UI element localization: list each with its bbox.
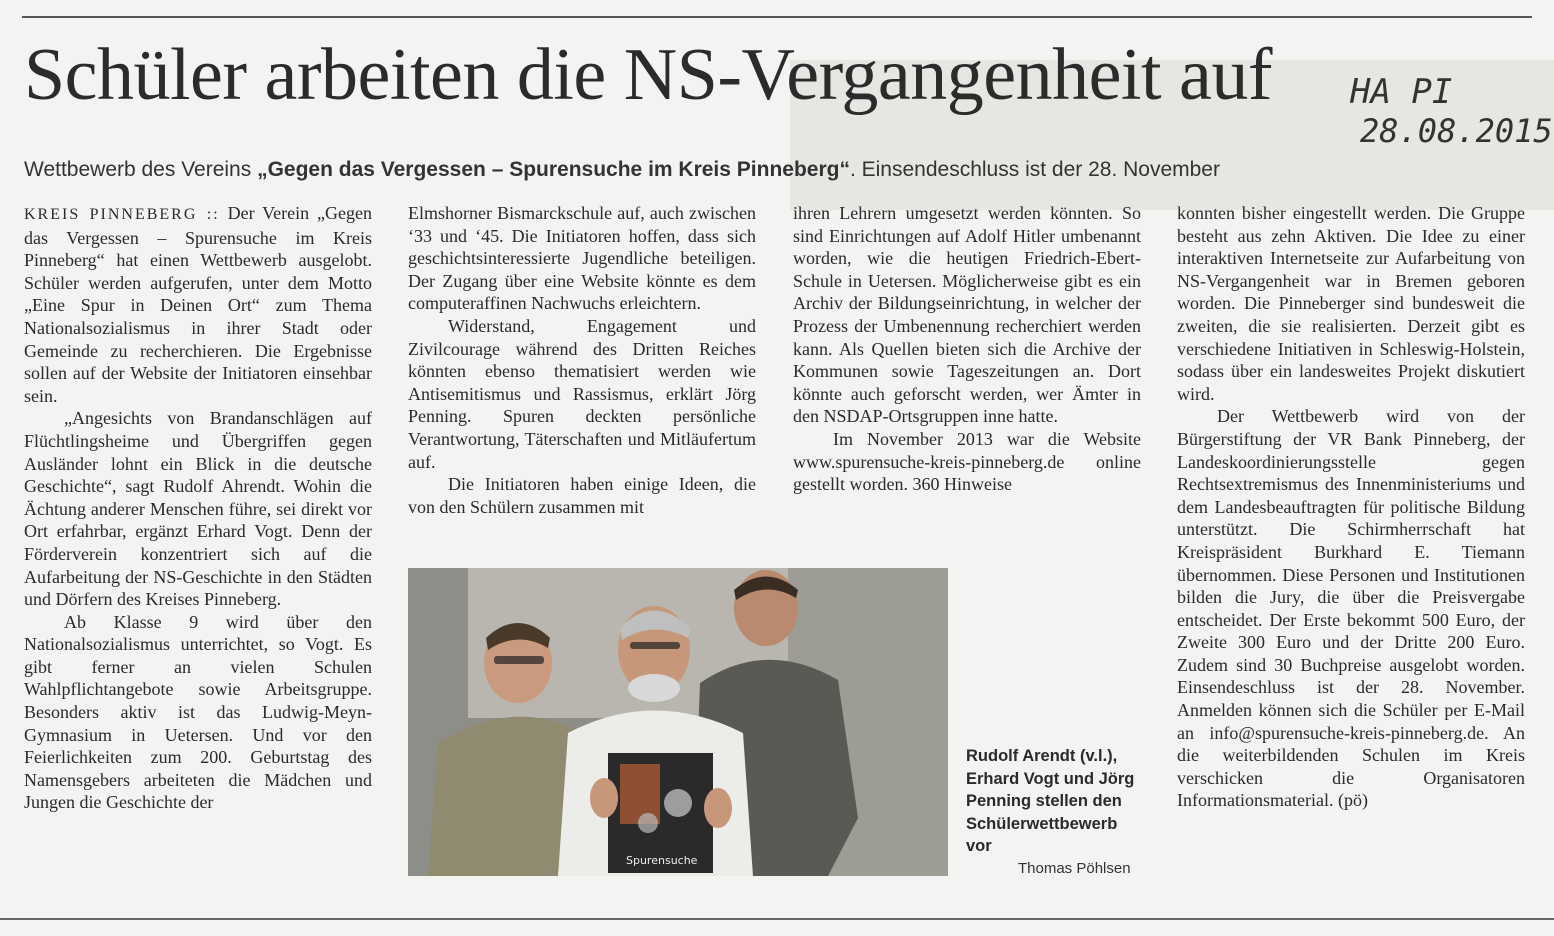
article-column-2: [408, 202, 756, 518]
handwritten-source: HA PI: [1350, 72, 1453, 112]
paragraph: Elmshorner Bismarckschule auf, auch zwischen ‘33 und ‘45. Die Initiatoren hoffen, dass sich geschichtsinteressierte Jugendliche beteiligen. Der Zugang über eine Website könnte es dem computeraffinen Nachwuchs erleichtern.: [408, 203, 756, 314]
subtitle-emphasis: „Gegen das Vergessen – Spurensuche im Kreis Pinneberg“: [257, 158, 850, 181]
article-column-4: [1177, 202, 1525, 812]
photo-credit: Thomas Pöhlsen: [1018, 860, 1131, 877]
paragraph: [24, 202, 372, 407]
paragraph: Widerstand, Engagement und Zivilcourage während des Dritten Reiches könnten ebenso thematisiert werden wie Antisemitismus und Rassismus, erklärt Jörg Penning. Spuren deckten persönliche Verantwortung, Täterschaften und Mitläufertum auf.: [408, 315, 756, 472]
photo-caption: Rudolf Arendt (v.l.), Erhard Vogt und Jörg Penning stellen den Schülerwettbewerb vor: [966, 747, 1135, 855]
dateline: KREIS PINNEBERG ::: [24, 206, 220, 223]
paragraph: Ab Klasse 9 wird über den Nationalsozialismus unterrichtet, so Vogt. Es gibt ferner an vielen Schulen Wahlpflichtangebote sowie Arbeitsgruppe. Besonders aktiv ist das Ludwig-Meyn-Gymnasium in Uetersen. Und vor den Feierlichkeiten zum 200. Geburtstag des Namensgebers arbeiteten die Mädchen und Jungen die Geschichte der: [24, 611, 372, 813]
handwritten-date: 28.08.2015: [1360, 112, 1553, 150]
bottom-rule: [0, 918, 1554, 920]
photo-illustration: [408, 568, 948, 876]
subtitle-suffix: . Einsendeschluss ist der 28. November: [849, 158, 1220, 181]
paragraph-text: Der Verein „Gegen das Vergessen – Spurensuche im Kreis Pinneberg“ hat einen Wettbewerb ausgelobt. Schüler werden aufgerufen, unter dem Motto „Eine Spur in Deinen Ort“ zum Thema Nationalsozialismus in ihrer Stadt oder Gemeinde zu recherchieren. Die Ergebnisse sollen auf der Website der Initiatoren einsehbar sein.: [24, 203, 373, 406]
headline: Schüler arbeiten die NS-Vergangenheit auf: [24, 34, 1273, 116]
subtitle: [24, 154, 1220, 186]
subtitle-prefix: Wettbewerb des Vereins: [24, 158, 258, 181]
article-column-1: [24, 202, 372, 814]
paragraph: Der Wettbewerb wird von der Bürgerstiftung der VR Bank Pinneberg, der Landeskoordinierungsstelle gegen Rechtsextremismus des Innenministeriums und dem Landesbeauftragten für politische Bildung unterstützt. Die Schirmherrschaft hat Kreispräsident Burkhard E. Tiemann übernommen. Diese Personen und Institutionen bilden die Jury, die über die Preisvergabe entscheidet. Der Erste bekommt 500 Euro, der Zweite 300 Euro und der Dritte 200 Euro. Zudem sind 30 Buchpreise ausgelobt worden. Einsendeschluss ist der 28. November. Anmelden können sich die Schüler per E-Mail an info@spurensuche-kreis-pinneberg.de. An die weiterbildenden Schulen im Kreis verschicken die Organisatoren Informationsmaterial. (pö): [1177, 406, 1525, 811]
paragraph: Die Initiatoren haben einige Ideen, die von den Schülern zusammen mit: [408, 474, 756, 517]
article-photo: [408, 568, 948, 876]
paragraph: konnten bisher eingestellt werden. Die Gruppe besteht aus zehn Aktiven. Die Idee zu einer interaktiven Internetseite zur Aufarbeitung von NS-Vergangenheit war in Bremen geboren worden. Die Pinneberger sind bundesweit die zweiten, die sie realisierten. Derzeit gibt es verschiedene Initiativen in Schleswig-Holstein, sodass über ein landesweites Projekt diskutiert wird.: [1177, 203, 1525, 404]
book-title: Spurensuche: [626, 854, 698, 867]
article-column-3: [793, 202, 1141, 496]
paragraph: Im November 2013 war die Website www.spurensuche-kreis-pinneberg.de online gestellt worden. 360 Hinweise: [793, 428, 1141, 495]
paragraph: „Angesichts von Brandanschlägen auf Flüchtlingsheime und Übergriffen gegen Ausländer lohnt ein Blick in die deutsche Geschichte“, sagt Rudolf Ahrendt. Wohin die Ächtung anderer Menschen führe, sei direkt vor Ort erfahrbar, ergänzt Erhard Vogt. Denn der Förderverein konzentriert sich auf die Aufarbeitung der NS-Geschichte in den Städten und Dörfern des Kreises Pinneberg.: [24, 408, 372, 610]
top-rule: [22, 16, 1532, 18]
paragraph: ihren Lehrern umgesetzt werden könnten. So sind Einrichtungen auf Adolf Hitler umbenannt worden, wie die heutigen Friedrich-Ebert-Schule in Uetersen. Möglicherweise gibt es ein Archiv der Bildungseinrichtung, in welcher der Prozess der Umbenennung recherchiert werden kann. Als Quellen bieten sich die Archive der Kommunen sowie Tageszeitungen an. Dort könnte auch geforscht werden, wer Ämter in den NSDAP-Ortsgruppen inne hatte.: [793, 203, 1141, 427]
